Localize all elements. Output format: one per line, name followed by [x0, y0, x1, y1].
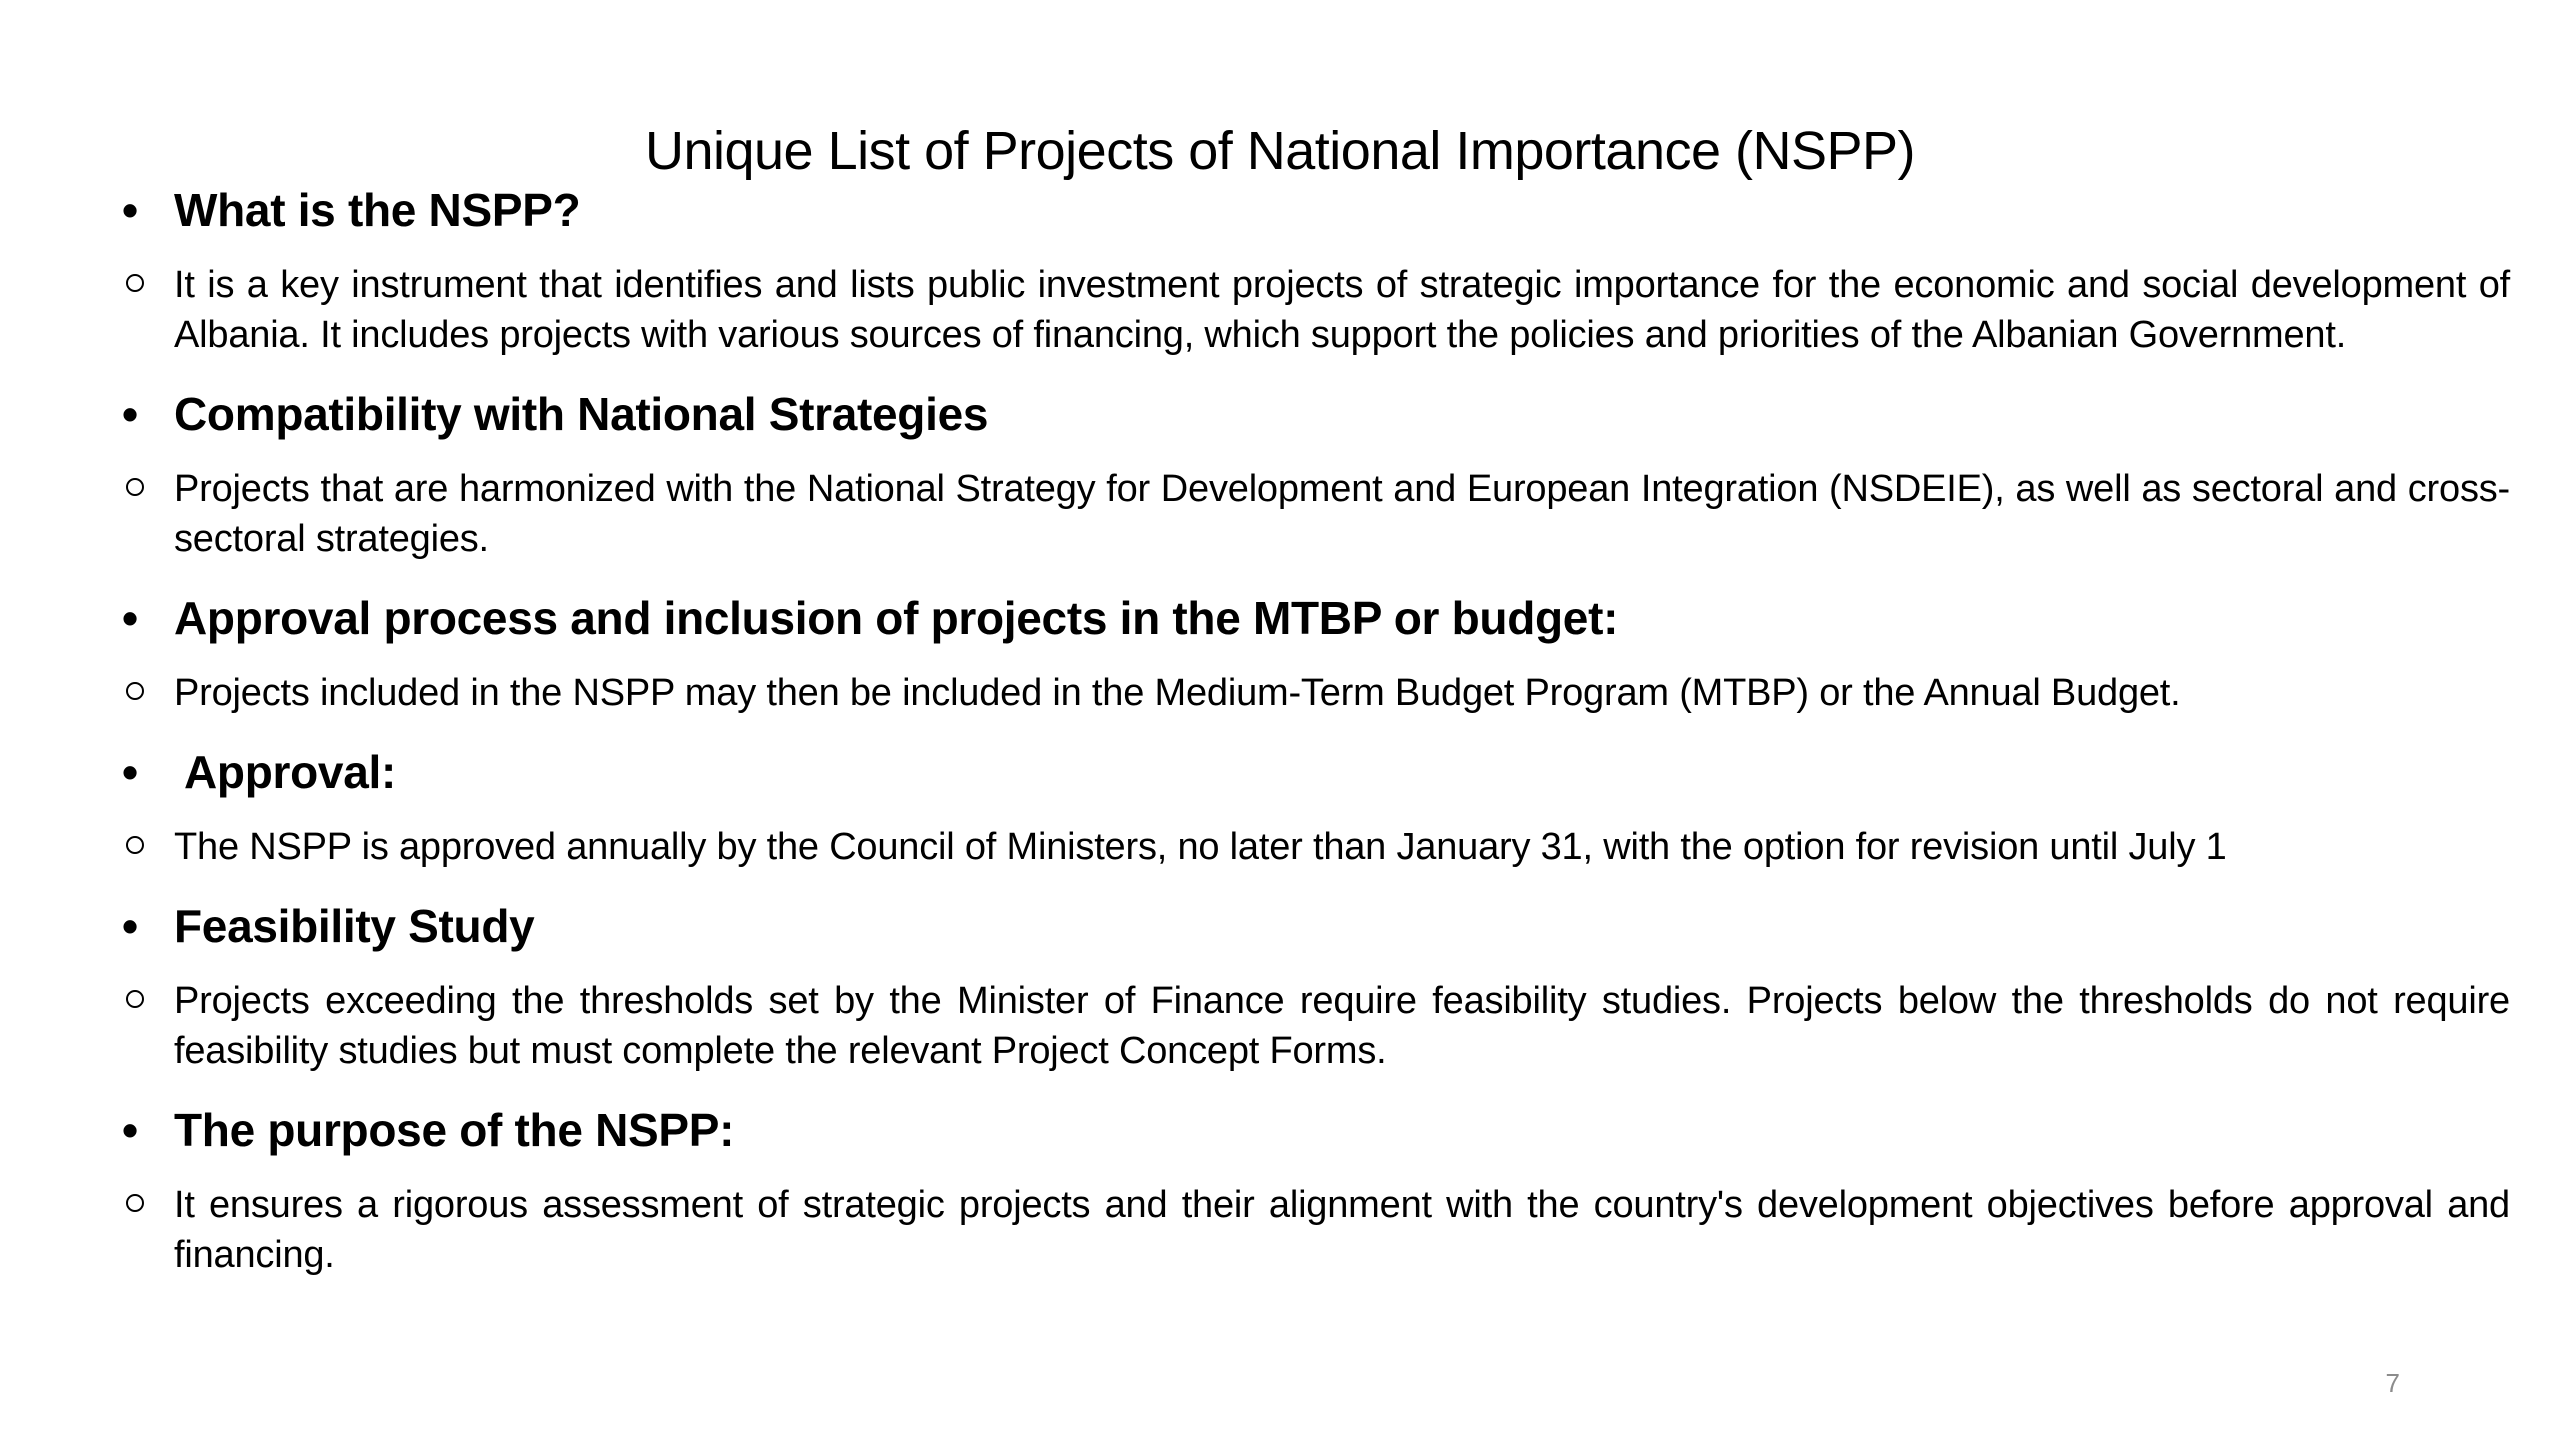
hollow-circle-bullet-icon [126, 1194, 144, 1212]
spacer [122, 360, 2510, 386]
section-body-purpose [122, 1180, 2510, 1280]
bullet-dot: • [122, 1104, 138, 1156]
bullet-dot: • [122, 900, 138, 952]
spacer [122, 646, 2510, 668]
body-text: It ensures a rigorous assessment of strategic projects and their alignment with the country's development objectives before approval and financing. [174, 1184, 2510, 1276]
bullet-dot: • [122, 746, 138, 798]
heading-text: What is the NSPP? [174, 184, 581, 236]
section-body-feasibility [122, 976, 2510, 1076]
hollow-circle-bullet-icon [126, 478, 144, 496]
heading-text: The purpose of the NSPP: [174, 1104, 735, 1156]
section-body-what-is-nspp [122, 260, 2510, 360]
section-heading-purpose [122, 1102, 2510, 1158]
body-text: The NSPP is approved annually by the Council of Ministers, no later than January 31, with the option for revision until July 1 [174, 826, 2227, 868]
section-body-approval-process [122, 668, 2510, 718]
spacer [122, 872, 2510, 898]
section-heading-compatibility [122, 386, 2510, 442]
body-text: It is a key instrument that identifies and lists public investment projects of strategic importance for the economic and social development of Albania. It includes projects with various sources of financing, which support the policies and priorities of the Albanian Government. [174, 264, 2510, 356]
hollow-circle-bullet-icon [126, 836, 144, 854]
slide-content [122, 182, 2510, 1280]
heading-text: Approval: [184, 746, 396, 798]
spacer [122, 954, 2510, 976]
page-number: 7 [2385, 1368, 2400, 1398]
section-heading-approval [122, 744, 2510, 800]
section-body-approval [122, 822, 2510, 872]
spacer [122, 238, 2510, 260]
bullet-dot: • [122, 388, 138, 440]
slide-title: Unique List of Projects of National Importance (NSPP) [644, 121, 1916, 181]
bullet-dot: • [122, 592, 138, 644]
body-text: Projects exceeding the thresholds set by the Minister of Finance require feasibility studies. Projects below the thresholds do not require feasibility studies but must complete the relevant Project Concept Forms. [174, 980, 2510, 1072]
section-heading-feasibility [122, 898, 2510, 954]
hollow-circle-bullet-icon [126, 682, 144, 700]
section-heading-approval-process [122, 590, 2510, 646]
bullet-dot: • [122, 184, 138, 236]
heading-text: Feasibility Study [174, 900, 535, 952]
spacer [122, 800, 2510, 822]
spacer [122, 1158, 2510, 1180]
spacer [122, 442, 2510, 464]
heading-text: Compatibility with National Strategies [174, 388, 989, 440]
hollow-circle-bullet-icon [126, 274, 144, 292]
section-heading-what-is-nspp [122, 182, 2510, 238]
section-body-compatibility [122, 464, 2510, 564]
hollow-circle-bullet-icon [126, 990, 144, 1008]
spacer [122, 564, 2510, 590]
heading-text: Approval process and inclusion of projects in the MTBP or budget: [174, 592, 1619, 644]
body-text: Projects that are harmonized with the National Strategy for Development and European Integration (NSDEIE), as well as sectoral and cross-sectoral strategies. [174, 468, 2510, 560]
spacer [122, 718, 2510, 744]
spacer [122, 1076, 2510, 1102]
body-text: Projects included in the NSPP may then be included in the Medium-Term Budget Program (MTBP) or the Annual Budget. [174, 672, 2181, 714]
